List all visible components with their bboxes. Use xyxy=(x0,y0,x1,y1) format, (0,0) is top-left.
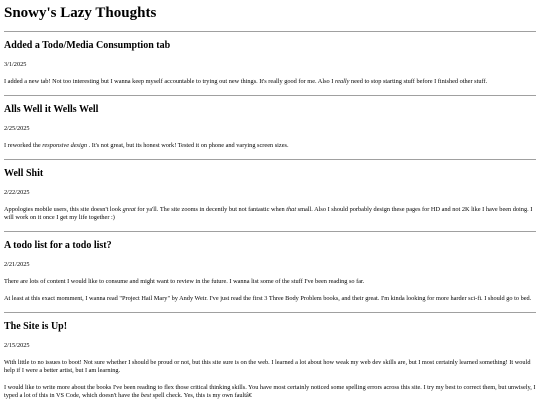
emphasis-text: great xyxy=(122,206,136,213)
post xyxy=(4,232,536,313)
post-title: Alls Well it Wells Well xyxy=(4,104,99,115)
emphasis-text: that xyxy=(286,206,297,213)
post-paragraph xyxy=(4,78,536,86)
post-title: A todo list for a todo list? xyxy=(4,240,112,251)
post-date: 3/1/2025 xyxy=(4,61,27,68)
post-date: 2/22/2025 xyxy=(4,189,30,196)
text-span: Appologies mobile users, this site doesn't look xyxy=(4,206,123,213)
text-span: need to stop starting stuff before I finished other stuff. xyxy=(349,78,488,85)
post-paragraph: With little to no issues to boot! Not sure whether I should be proud or not, but this site sure is on the web. I learned a lot about how weak my web dev skills are, but I most certainly learned something! It would help if I were a better artist, but I am learning. xyxy=(4,359,531,374)
post-title: Added a Todo/Media Consumption tab xyxy=(4,40,171,51)
post-date: 2/21/2025 xyxy=(4,261,30,268)
post-paragraph: There are lots of content I would like to consume and might want to review in the future. I wanna list some of the stuff I've been reading so far. xyxy=(4,278,365,285)
post xyxy=(4,313,536,400)
text-span: spell check. Yes, this is my own faultâ€ xyxy=(151,392,252,399)
text-span: small. Also I should porbably design these pages for HD and not 2K like I have been doing. I will work on it once I get my life together :) xyxy=(4,206,533,221)
post-title: The Site is Up! xyxy=(4,321,68,332)
post xyxy=(4,32,536,96)
post-title: Well Shit xyxy=(4,168,44,179)
emphasis-text: responsive design xyxy=(42,142,88,149)
post-date: 2/25/2025 xyxy=(4,125,30,132)
post-date: 2/15/2025 xyxy=(4,342,30,349)
text-span: . It's not great, but its honest work! Tested it on phone and varying screen sizes. xyxy=(87,142,289,149)
post-paragraph xyxy=(4,384,536,400)
text-span: I added a new tab! Not too interesting but I wanna keep myself accountable to trying out new things. It's really good for me. Also I xyxy=(4,78,335,85)
post xyxy=(4,160,536,232)
post-paragraph xyxy=(4,142,536,150)
emphasis-text: best xyxy=(140,392,152,399)
text-span: for ya'll. The site zooms in decently but not fantastic when xyxy=(135,206,287,213)
text-span: I reworked the xyxy=(4,142,43,149)
text-span: I would like to write more about the books I've been reading to flex those critical thinking skills. You have most certainly noticed some spelling errors across this site. I try my best to correct them, but unwisely, I typed a lot of this in VS Code, which doesn't have the xyxy=(4,384,536,399)
post xyxy=(4,96,536,160)
emphasis-text: really xyxy=(334,78,350,85)
post-paragraph: At least at this exact momment, I wanna read "Project Hail Mary" by Andy Weir. I've just read the first 3 Three Body Problem books, and their great. I'm kinda looking for more harder sci-fi. I should go to bed. xyxy=(4,295,532,302)
post-paragraph xyxy=(4,206,536,222)
site-title: Snowy's Lazy Thoughts xyxy=(4,5,157,21)
